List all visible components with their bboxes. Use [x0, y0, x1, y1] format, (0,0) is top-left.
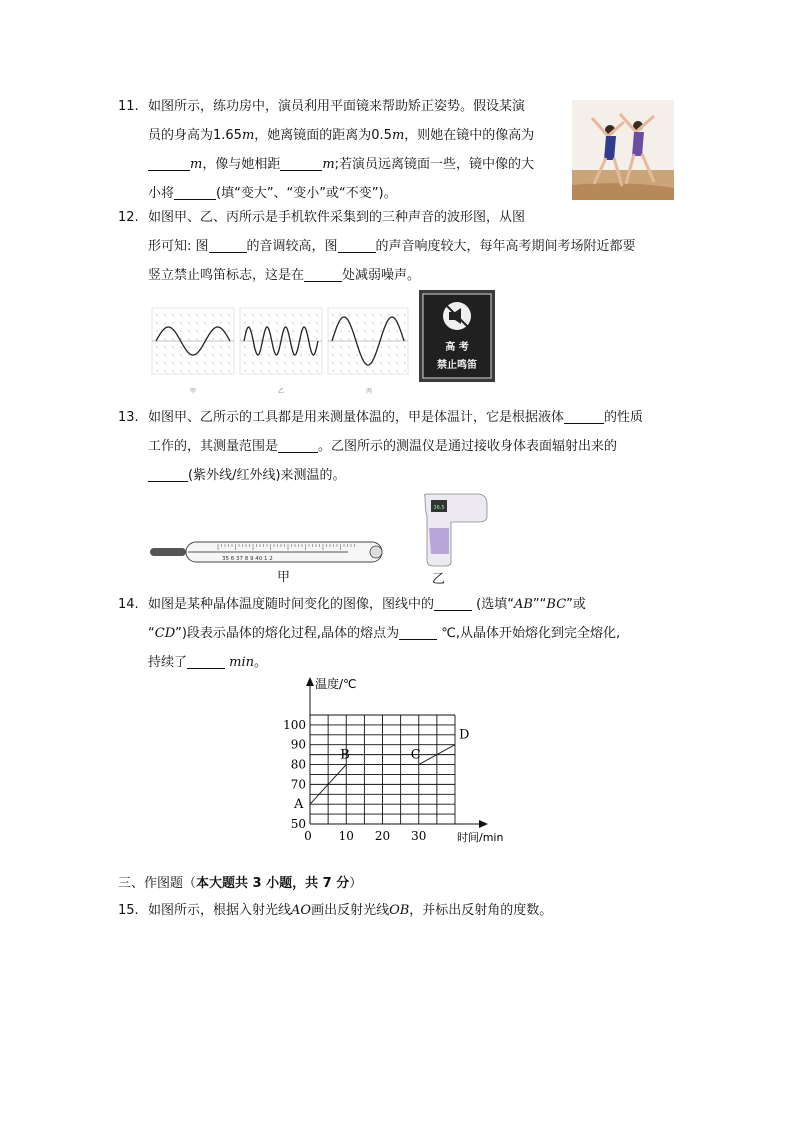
answer-blank[interactable]: [209, 237, 247, 253]
q15-line1: 如图所示，根据入射光线AO画出反射光线OB，并标出反射角的度数。: [148, 903, 553, 918]
answer-blank[interactable]: [278, 437, 318, 453]
no-honking-sign: [419, 290, 495, 382]
q13-line3: (紫外线/红外线)来测温的。: [148, 461, 678, 490]
y-tick-label: 70: [290, 777, 306, 792]
answer-blank[interactable]: [174, 184, 216, 200]
y-tick-label: 90: [290, 737, 306, 752]
q11-line3: m，像与她相距 m;若演员远离镜面一些，镜中像的大: [148, 150, 678, 179]
x-tick-label: 10: [338, 829, 354, 843]
infrared-thermometer: [421, 492, 489, 568]
q13-line2: 工作的，其测量范围是 。乙图所示的测温仪是通过接收身体表面辐射出来的: [148, 439, 618, 454]
q11-line1: 如图所示，练功房中，演员利用平面镜来帮助矫正姿势。假设某演: [148, 99, 526, 114]
x-tick-label: 0: [304, 829, 312, 843]
question-number: 12.: [118, 210, 139, 225]
answer-blank[interactable]: [399, 624, 437, 640]
sign-text-gaokao: 高 考: [445, 342, 469, 353]
answer-blank[interactable]: [564, 408, 604, 424]
clinical-thermometer: [148, 538, 390, 568]
x-tick-label: 20: [374, 829, 391, 843]
section-heading: 三、作图题（本大题共 3 小题，共 7 分）: [118, 876, 363, 891]
caption-jia: 甲: [277, 570, 291, 585]
answer-blank[interactable]: [434, 595, 472, 611]
question-number: 13.: [118, 410, 139, 425]
wave-label-bing: 丙: [366, 388, 373, 395]
q12-line1: 如图甲、乙、丙所示是手机软件采集到的三种声音的波形图，从图: [148, 210, 526, 225]
q12-line3: 竖立禁止鸣笛标志，这是在 处减弱噪声。: [148, 268, 421, 283]
answer-blank[interactable]: [338, 237, 376, 253]
y-axis-arrow-icon: [306, 677, 314, 686]
caption-yi: 乙: [432, 572, 446, 587]
q14-line3: 持续了 min。: [148, 655, 268, 670]
y-tick-label: 100: [283, 717, 306, 732]
question-15: [118, 896, 678, 925]
answer-blank[interactable]: [280, 155, 322, 171]
thermometer-scale: 35 6 37 8 9 40 1 2: [222, 556, 273, 562]
gymnast-mirror-photo: [572, 100, 674, 200]
q11-line2: 员的身高为1.65m，她离镜面的距离为0.5m，则她在镜中的像高为: [148, 128, 535, 143]
q13-line1: 如图甲、乙所示的工具都是用来测量体温的，甲是体温计，它是根据液体 的性质: [148, 410, 644, 425]
point-label-a: A: [294, 797, 304, 813]
point-label-d: D: [459, 727, 470, 743]
point-label-c: C: [410, 747, 421, 763]
question-13: [118, 403, 678, 490]
question-number: 15.: [118, 903, 139, 918]
y-tick-label: 50: [290, 817, 306, 831]
wave-label-jia: 甲: [190, 388, 197, 395]
x-axis-label: 时间/min: [457, 831, 504, 844]
y-axis-label: 温度/℃: [315, 677, 357, 691]
grip-panel: [429, 528, 449, 554]
question-number: 11.: [118, 99, 139, 114]
q11-line4: 小将 (填“变大”、“变小”或“不变”)。: [148, 186, 397, 201]
q14-line2: “CD”)段表示晶体的熔化过程,晶体的熔点为 ℃,从晶体开始熔化到完全熔化,: [148, 626, 621, 641]
question-14: [118, 590, 678, 677]
question-number: 14.: [118, 597, 139, 612]
x-axis-arrow-icon: [479, 820, 488, 828]
thermometer-reading: 36.5: [433, 505, 445, 511]
point-label-b: B: [340, 747, 350, 763]
question-12: [118, 203, 678, 290]
sign-text-no-honking: 禁止鸣笛: [437, 360, 477, 371]
melting-curve-chart: [276, 672, 526, 852]
x-tick-label: 30: [411, 829, 427, 843]
answer-blank[interactable]: [187, 653, 225, 669]
waveform-figures: [148, 306, 410, 396]
answer-blank[interactable]: [304, 266, 342, 282]
answer-blank[interactable]: [148, 466, 188, 482]
answer-blank[interactable]: [148, 155, 190, 171]
q14-line1: 如图是某种晶体温度随时间变化的图像，图线中的 (选填“AB”“BC”或: [148, 597, 586, 612]
q12-line2: 形可知: 图 的音调较高，图 的声音响度较大，每年高考期间考场附近都要: [148, 239, 636, 254]
wave-label-yi: 乙: [278, 388, 285, 395]
y-tick-label: 80: [290, 757, 306, 772]
